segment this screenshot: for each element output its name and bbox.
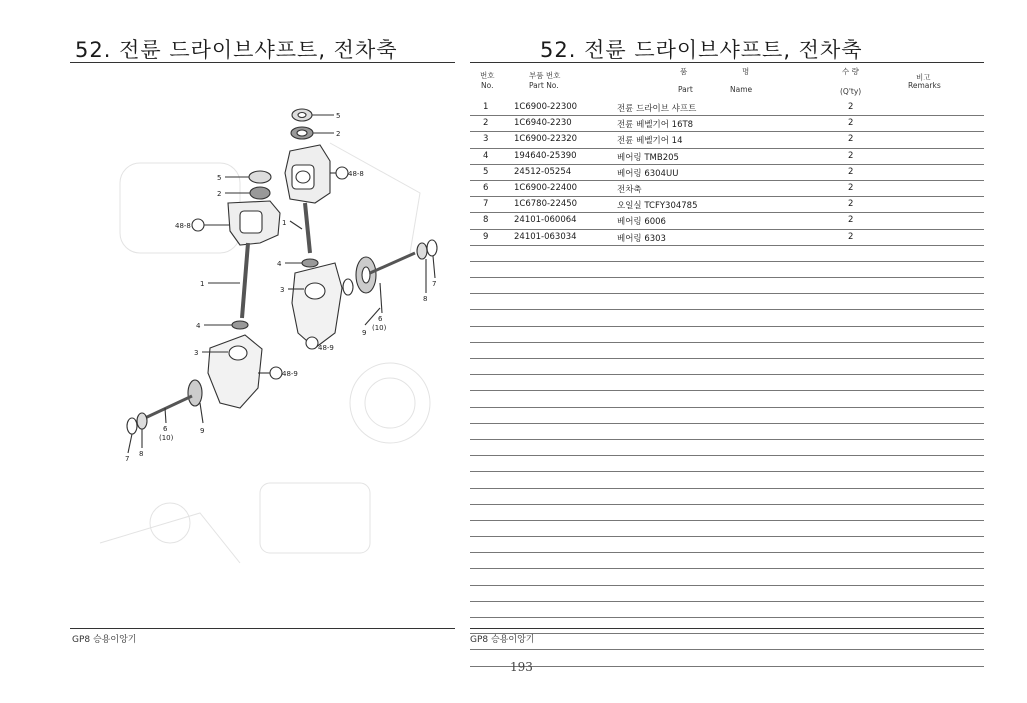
left-footer: GP8 승용이앙기 — [72, 635, 137, 645]
header-remarks-ko: 비고 — [916, 73, 931, 82]
callout-5a: 5 — [336, 112, 341, 120]
empty-table-row — [470, 262, 984, 278]
row-name: 오일실 TCFY304785 — [617, 201, 698, 212]
row-name: 베어링 6303 — [617, 233, 666, 244]
empty-table-row — [470, 294, 984, 310]
table-row — [470, 132, 984, 148]
empty-table-row — [470, 278, 984, 294]
empty-table-row — [470, 424, 984, 440]
row-name: 베어링 6006 — [617, 217, 666, 228]
row-no: 2 — [483, 118, 489, 129]
row-name: 베어링 TMB205 — [617, 152, 679, 163]
callout-8b: 8 — [139, 450, 144, 458]
empty-table-row — [470, 327, 984, 343]
row-qty: 2 — [848, 118, 854, 129]
callout-2a: 2 — [336, 130, 341, 138]
empty-table-row — [470, 618, 984, 634]
left-title-rule — [70, 62, 455, 63]
table-row — [470, 197, 984, 213]
callout-48-9b: 48-9 — [282, 370, 298, 378]
table-row — [470, 100, 984, 116]
row-part-no: 1C6900-22320 — [514, 134, 578, 145]
callout-4a: 4 — [277, 260, 282, 268]
parts-table — [470, 100, 984, 667]
table-row — [470, 230, 984, 246]
row-part-no: 1C6900-22400 — [514, 182, 578, 193]
row-part-no: 194640-25390 — [514, 150, 577, 161]
right-page — [470, 18, 984, 658]
callout-6b: 6 — [163, 425, 168, 433]
callout-8a: 8 — [423, 295, 428, 303]
row-part-no: 24101-060064 — [514, 215, 577, 226]
callout-48-9a: 48-9 — [318, 344, 334, 352]
row-qty: 2 — [848, 134, 854, 145]
header-name-en-2: Name — [730, 85, 753, 94]
header-no-en: No. — [481, 81, 494, 90]
header-name-ko-2: 명 — [742, 67, 750, 76]
empty-table-row — [470, 553, 984, 569]
header-qty-en: (Q'ty) — [840, 87, 862, 96]
row-no: 6 — [483, 182, 489, 193]
callout-4b: 4 — [196, 322, 201, 330]
header-no-ko: 번호 — [480, 71, 495, 80]
callout-9a: 9 — [362, 329, 367, 337]
left-page — [50, 18, 450, 658]
callout-9b: 9 — [200, 427, 205, 435]
callout-1b: 1 — [200, 280, 205, 288]
row-qty: 2 — [848, 150, 854, 161]
row-name: 전차축 — [617, 184, 642, 195]
empty-table-row — [470, 537, 984, 553]
callout-7a: 7 — [432, 280, 437, 288]
right-footer: GP8 승용이앙기 — [470, 635, 535, 645]
row-no: 8 — [483, 215, 489, 226]
callout-10b: (10) — [159, 434, 174, 442]
header-part-en: Part No. — [529, 81, 559, 90]
callout-48-8b: 48-8 — [175, 222, 191, 230]
left-page-title: 52. 전륜 드라이브샤프트, 전차축 — [75, 38, 398, 62]
empty-table-row — [470, 602, 984, 618]
callout-3b: 3 — [194, 349, 199, 357]
row-name: 전륜 드라이브 샤프트 — [617, 104, 697, 114]
table-row — [470, 165, 984, 181]
empty-table-row — [470, 489, 984, 505]
header-remarks-en: Remarks — [908, 81, 941, 90]
empty-table-row — [470, 343, 984, 359]
row-part-no: 1C6940-2230 — [514, 118, 572, 129]
table-row — [470, 213, 984, 229]
empty-table-row — [470, 359, 984, 375]
right-footer-rule — [470, 628, 984, 629]
empty-table-row — [470, 521, 984, 537]
table-row — [470, 149, 984, 165]
table-row — [470, 116, 984, 132]
empty-table-row — [470, 391, 984, 407]
callout-7b: 7 — [125, 455, 130, 463]
row-name: 전륜 베벨기어 16T8 — [617, 120, 694, 131]
row-name: 전륜 베벨기어 14 — [617, 136, 683, 147]
header-name-ko-1: 품 — [680, 67, 688, 76]
exploded-parts-diagram — [80, 103, 450, 583]
row-part-no: 1C6900-22300 — [514, 102, 578, 112]
row-no: 5 — [483, 166, 489, 177]
right-title-rule — [470, 62, 984, 63]
left-footer-rule — [70, 628, 455, 629]
empty-table-row — [470, 586, 984, 602]
empty-table-row — [470, 408, 984, 424]
callout-48-8a: 48-8 — [348, 170, 364, 178]
empty-table-row — [470, 634, 984, 650]
row-no: 7 — [483, 199, 489, 210]
empty-table-row — [470, 456, 984, 472]
empty-table-row — [470, 569, 984, 585]
row-qty: 2 — [848, 215, 854, 226]
row-qty: 2 — [848, 231, 854, 242]
callout-2b: 2 — [217, 190, 222, 198]
callout-5b: 5 — [217, 174, 222, 182]
empty-table-row — [470, 472, 984, 488]
callout-10a: (10) — [372, 324, 387, 332]
empty-table-row — [470, 310, 984, 326]
right-page-title: 52. 전륜 드라이브샤프트, 전차축 — [540, 38, 863, 62]
row-part-no: 1C6780-22450 — [514, 199, 578, 210]
page-number: 193 — [510, 660, 533, 674]
row-no: 4 — [483, 150, 489, 161]
empty-table-row — [470, 505, 984, 521]
empty-rows — [470, 246, 984, 667]
empty-table-row — [470, 375, 984, 391]
row-no: 9 — [483, 231, 489, 242]
row-part-no: 24512-05254 — [514, 166, 572, 177]
row-name: 베어링 6304UU — [617, 168, 679, 179]
empty-table-row — [470, 650, 984, 666]
row-qty: 2 — [848, 102, 854, 112]
header-qty-ko: 수 량 — [842, 67, 859, 76]
empty-table-row — [470, 440, 984, 456]
header-name-en-1: Part — [678, 85, 693, 94]
table-row — [470, 181, 984, 197]
callout-3a: 3 — [280, 286, 285, 294]
row-qty: 2 — [848, 199, 854, 210]
row-qty: 2 — [848, 166, 854, 177]
row-part-no: 24101-063034 — [514, 231, 577, 242]
empty-table-row — [470, 246, 984, 262]
row-no: 3 — [483, 134, 489, 145]
row-qty: 2 — [848, 182, 854, 193]
callout-6a: 6 — [378, 315, 383, 323]
header-part-ko: 부품 번호 — [529, 71, 561, 80]
callout-1a: 1 — [282, 219, 287, 227]
row-no: 1 — [483, 102, 489, 112]
